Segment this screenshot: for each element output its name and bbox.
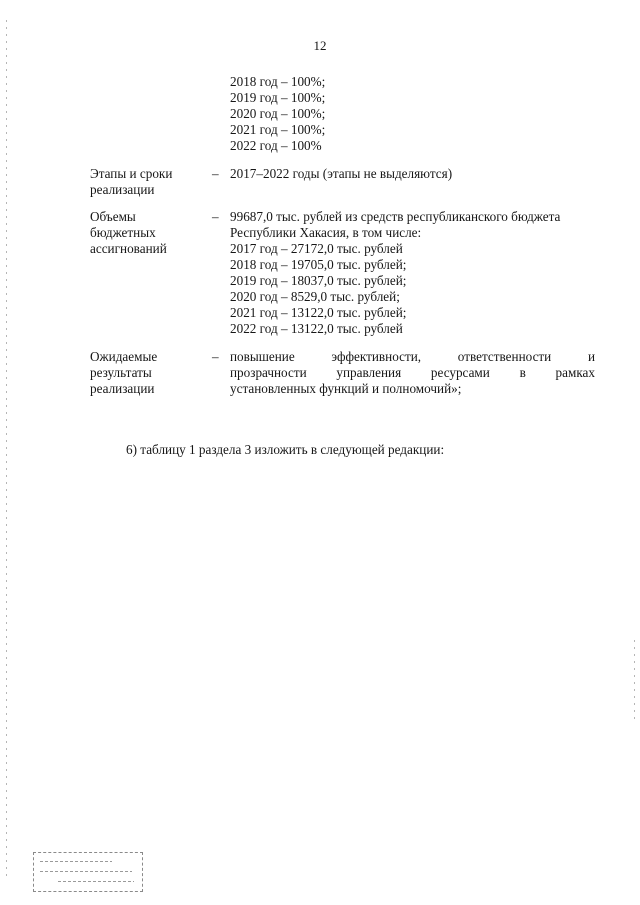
budget-year-line: 2017 год – 27172,0 тыс. рублей: [230, 241, 403, 256]
stages-value: 2017–2022 годы (этапы не выделяются): [230, 166, 453, 181]
percent-line: 2021 год – 100%;: [230, 122, 326, 137]
results-dash: –: [212, 349, 219, 364]
stages-label: Этапы и сроки реализации: [90, 166, 173, 197]
right-edge-scan-mark: [634, 640, 635, 720]
budget-year-line: 2019 год – 18037,0 тыс. рублей;: [230, 273, 407, 288]
percent-line: 2020 год – 100%;: [230, 106, 326, 121]
percent-line: 2022 год – 100%: [230, 138, 322, 153]
instruction-paragraph: 6) таблицу 1 раздела 3 изложить в следующей редакции:: [126, 442, 445, 457]
budget-year-line: 2020 год – 8529,0 тыс. рублей;: [230, 289, 400, 304]
registration-stamp: [33, 852, 143, 892]
results-line: прозрачности управления ресурсами в рамках: [230, 365, 595, 380]
results-line: установленных функций и полномочий»;: [230, 381, 462, 396]
page-number: 12: [313, 38, 327, 53]
percent-line: 2018 год – 100%;: [230, 74, 326, 89]
budget-year-line: 2022 год – 13122,0 тыс. рублей: [230, 321, 403, 336]
results-line: повышение эффективности, ответственности и: [230, 349, 595, 364]
budget-label: Объемы бюджетных ассигнований: [90, 209, 167, 256]
target-indicators-list: [230, 74, 595, 154]
percent-line: 2019 год – 100%;: [230, 90, 326, 105]
stages-dash: –: [212, 166, 219, 181]
budget-intro-line: 99687,0 тыс. рублей из средств республиканского бюджета: [230, 209, 561, 224]
budget-dash: –: [212, 209, 219, 224]
left-edge-scan-mark: [6, 20, 7, 880]
budget-year-line: 2021 год – 13122,0 тыс. рублей;: [230, 305, 407, 320]
results-value: [230, 349, 595, 397]
budget-value: [230, 209, 595, 337]
results-label: Ожидаемые результаты реализации: [90, 349, 158, 396]
budget-year-line: 2018 год – 19705,0 тыс. рублей;: [230, 257, 407, 272]
budget-intro-line: Республики Хакасия, в том числе:: [230, 225, 422, 240]
